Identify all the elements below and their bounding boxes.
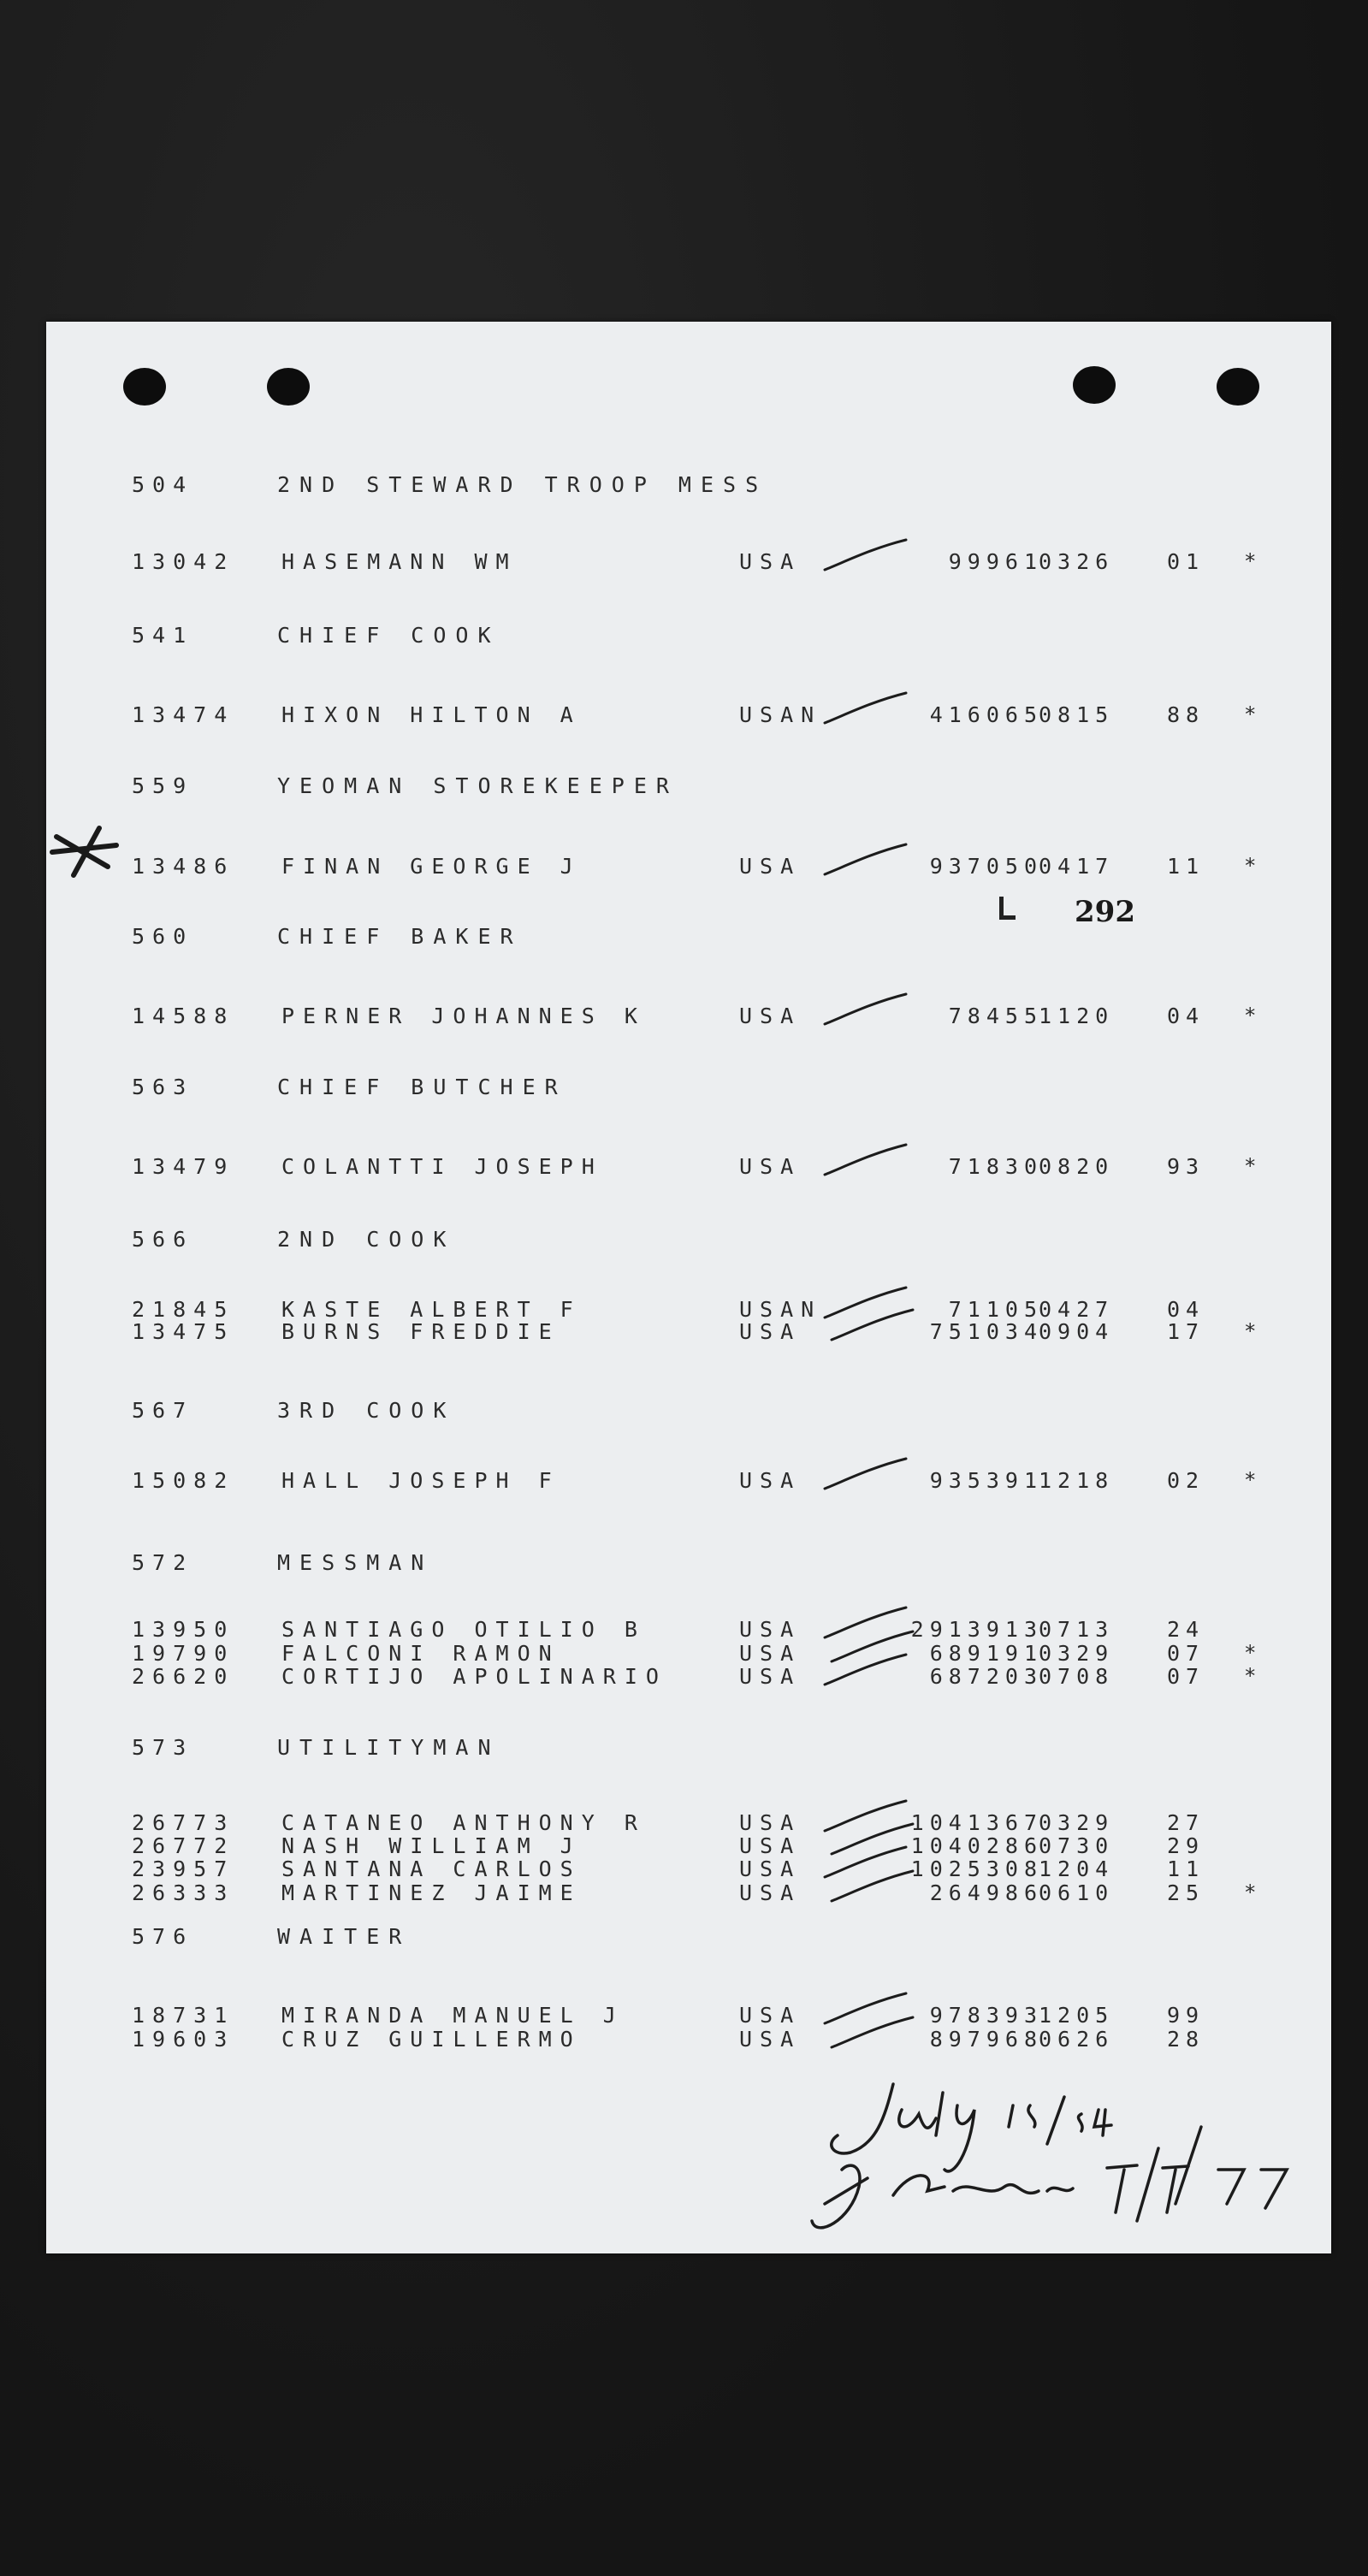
row-number: 23957: [132, 1856, 235, 1881]
row-code: 04: [1167, 1297, 1205, 1322]
row-serial: 71105: [948, 1297, 1043, 1322]
row-serial: 978393: [929, 2003, 1043, 2028]
row-date: 1205: [1039, 2003, 1115, 2028]
row-code: 04: [1167, 1004, 1205, 1028]
section-code: 560: [132, 924, 194, 949]
check-mark: [820, 1454, 915, 1497]
row-number: 13486: [132, 854, 235, 879]
row-number: 13475: [132, 1319, 235, 1344]
roster-row: [46, 1664, 1331, 1698]
check-mark: [827, 1867, 921, 1910]
row-serial: 71830: [948, 1154, 1043, 1179]
row-code: 11: [1167, 1856, 1205, 1881]
section-code: 563: [132, 1075, 194, 1099]
check-mark: [820, 1140, 915, 1183]
section-code: 567: [132, 1398, 194, 1423]
row-serial: 78455: [948, 1004, 1043, 1028]
row-serial: 99961: [948, 549, 1043, 574]
row-date: 0708: [1039, 1664, 1115, 1689]
punch-hole: [267, 368, 310, 406]
row-code: 28: [1167, 2027, 1205, 2052]
row-code: 07: [1167, 1641, 1205, 1666]
row-code: 88: [1167, 702, 1205, 727]
row-serial: 416065: [929, 702, 1043, 727]
row-date: 1120: [1039, 1004, 1115, 1028]
row-serial: 897968: [929, 2027, 1043, 2052]
row-date: 1218: [1039, 1468, 1115, 1493]
row-asterisk: *: [1244, 1641, 1257, 1665]
row-code: 99: [1167, 2003, 1205, 2028]
section-header: [46, 924, 1331, 958]
row-nationality: USA: [739, 1154, 802, 1179]
page-stamp-number: 292: [1075, 895, 1135, 929]
row-code: 07: [1167, 1664, 1205, 1689]
row-asterisk: *: [1244, 702, 1257, 726]
row-number: 18731: [132, 2003, 235, 2028]
row-number: 26333: [132, 1880, 235, 1905]
section-code: 541: [132, 623, 194, 648]
stamp-mark: [999, 897, 1016, 920]
section-header: [46, 773, 1331, 808]
row-name: FALCONI RAMON: [281, 1641, 560, 1666]
row-code: 29: [1167, 1833, 1205, 1858]
row-number: 13042: [132, 549, 235, 574]
row-nationality: USA: [739, 1319, 802, 1344]
row-name: FINAN GEORGE J: [281, 854, 582, 879]
row-name: MARTINEZ JAIME: [281, 1880, 582, 1905]
row-number: 15082: [132, 1468, 235, 1493]
punch-hole: [123, 368, 166, 406]
section-header: [46, 1075, 1331, 1109]
row-asterisk: *: [1244, 1664, 1257, 1688]
row-name: HIXON HILTON A: [281, 702, 582, 727]
row-asterisk: *: [1244, 854, 1257, 878]
section-title: YEOMAN STOREKEEPER: [277, 773, 678, 798]
roster-row: [46, 854, 1331, 888]
roster-row: [46, 1319, 1331, 1353]
row-code: 01: [1167, 549, 1205, 574]
section-header: [46, 1924, 1331, 1958]
section-title: 3RD COOK: [277, 1398, 456, 1423]
section-title: CHIEF COOK: [277, 623, 500, 648]
row-number: 19790: [132, 1641, 235, 1666]
row-serial: 935391: [929, 1468, 1043, 1493]
row-name: MIRANDA MANUEL J: [281, 2003, 625, 2028]
section-code: 573: [132, 1735, 194, 1760]
roster-row: [46, 1468, 1331, 1502]
row-serial: 751034: [929, 1319, 1043, 1344]
row-nationality: USA: [739, 1833, 802, 1858]
section-header: [46, 1550, 1331, 1584]
check-mark: [827, 1306, 921, 1348]
row-code: 17: [1167, 1319, 1205, 1344]
row-number: 13950: [132, 1617, 235, 1642]
row-serial: 1025308: [910, 1856, 1043, 1881]
row-date: 0329: [1039, 1810, 1115, 1835]
row-date: 0820: [1039, 1154, 1115, 1179]
row-code: 11: [1167, 854, 1205, 879]
row-name: SANTANA CARLOS: [281, 1856, 582, 1881]
row-asterisk: *: [1244, 1004, 1257, 1027]
section-title: UTILITYMAN: [277, 1735, 500, 1760]
section-title: WAITER: [277, 1924, 412, 1949]
row-number: 13474: [132, 702, 235, 727]
row-name: HALL JOSEPH F: [281, 1468, 560, 1493]
row-date: 0626: [1039, 2027, 1115, 2052]
row-date: 0904: [1039, 1319, 1115, 1344]
section-title: 2ND STEWARD TROOP MESS: [277, 472, 768, 497]
row-date: 0417: [1039, 854, 1115, 879]
row-name: CORTIJO APOLINARIO: [281, 1664, 667, 1689]
row-nationality: USA: [739, 1468, 802, 1493]
punch-hole: [1217, 368, 1259, 406]
row-nationality: USA: [739, 1641, 802, 1666]
row-code: 02: [1167, 1468, 1205, 1493]
check-mark: [827, 2013, 921, 2056]
row-nationality: USAN: [739, 1297, 822, 1322]
row-nationality: USA: [739, 1880, 802, 1905]
roster-row: [46, 1880, 1331, 1915]
section-title: 2ND COOK: [277, 1227, 456, 1252]
section-header: [46, 623, 1331, 657]
row-asterisk: *: [1244, 1154, 1257, 1178]
row-nationality: USA: [739, 1810, 802, 1835]
row-serial: 689191: [929, 1641, 1043, 1666]
section-title: CHIEF BAKER: [277, 924, 523, 949]
row-date: 0730: [1039, 1833, 1115, 1858]
row-number: 13479: [132, 1154, 235, 1179]
check-mark: [820, 689, 915, 731]
handwritten-signature: [799, 2067, 1330, 2264]
row-number: 14588: [132, 1004, 235, 1028]
document-sheet: [46, 322, 1331, 2253]
row-nationality: USA: [739, 2027, 802, 2052]
section-code: 572: [132, 1550, 194, 1575]
section-header: [46, 1735, 1331, 1769]
section-code: 566: [132, 1227, 194, 1252]
row-name: CRUZ GUILLERMO: [281, 2027, 582, 2052]
row-serial: 264986: [929, 1880, 1043, 1905]
row-date: 0329: [1039, 1641, 1115, 1666]
row-code: 24: [1167, 1617, 1205, 1642]
check-mark: [820, 990, 915, 1033]
section-header: [46, 1398, 1331, 1432]
row-serial: 1041367: [910, 1810, 1043, 1835]
row-asterisk: *: [1244, 1468, 1257, 1492]
roster-row: [46, 1004, 1331, 1038]
section-title: MESSMAN: [277, 1550, 434, 1575]
section-header: [46, 1227, 1331, 1261]
row-serial: 2913913: [910, 1617, 1043, 1642]
check-mark: [820, 1650, 915, 1693]
row-date: 0326: [1039, 549, 1115, 574]
row-code: 27: [1167, 1810, 1205, 1835]
row-name: CATANEO ANTHONY R: [281, 1810, 646, 1835]
row-serial: 1040286: [910, 1833, 1043, 1858]
row-asterisk: *: [1244, 1319, 1257, 1343]
punch-hole: [1073, 366, 1116, 404]
row-number: 26620: [132, 1664, 235, 1689]
row-name: SANTIAGO OTILIO B: [281, 1617, 646, 1642]
roster-row: [46, 1154, 1331, 1188]
row-name: COLANTTI JOSEPH: [281, 1154, 603, 1179]
row-date: 0610: [1039, 1880, 1115, 1905]
section-code: 504: [132, 472, 194, 497]
row-date: 0815: [1039, 702, 1115, 727]
row-number: 26773: [132, 1810, 235, 1835]
row-name: NASH WILLIAM J: [281, 1833, 582, 1858]
row-nationality: USA: [739, 854, 802, 879]
section-title: CHIEF BUTCHER: [277, 1075, 567, 1099]
row-number: 26772: [132, 1833, 235, 1858]
row-date: 0713: [1039, 1617, 1115, 1642]
section-code: 576: [132, 1924, 194, 1949]
row-asterisk: *: [1244, 1880, 1257, 1904]
row-nationality: USA: [739, 1664, 802, 1689]
row-number: 21845: [132, 1297, 235, 1322]
roster-row: [46, 2027, 1331, 2061]
section-code: 559: [132, 773, 194, 798]
row-nationality: USA: [739, 1856, 802, 1881]
row-code: 25: [1167, 1880, 1205, 1905]
check-mark: [820, 840, 915, 883]
check-mark: [820, 536, 915, 578]
section-header: [46, 472, 1331, 506]
row-nationality: USA: [739, 549, 802, 574]
row-name: KASTE ALBERT F: [281, 1297, 582, 1322]
row-nationality: USAN: [739, 702, 822, 727]
row-date: 1204: [1039, 1856, 1115, 1881]
row-name: PERNER JOHANNES K: [281, 1004, 646, 1028]
row-serial: 687203: [929, 1664, 1043, 1689]
row-nationality: USA: [739, 1617, 802, 1642]
roster-row: [46, 702, 1331, 737]
row-nationality: USA: [739, 2003, 802, 2028]
row-serial: 937050: [929, 854, 1043, 879]
roster-row: [46, 549, 1331, 583]
row-asterisk: *: [1244, 549, 1257, 573]
row-name: BURNS FREDDIE: [281, 1319, 560, 1344]
row-name: HASEMANN WM: [281, 549, 518, 574]
row-date: 0427: [1039, 1297, 1115, 1322]
row-number: 19603: [132, 2027, 235, 2052]
row-code: 93: [1167, 1154, 1205, 1179]
row-nationality: USA: [739, 1004, 802, 1028]
